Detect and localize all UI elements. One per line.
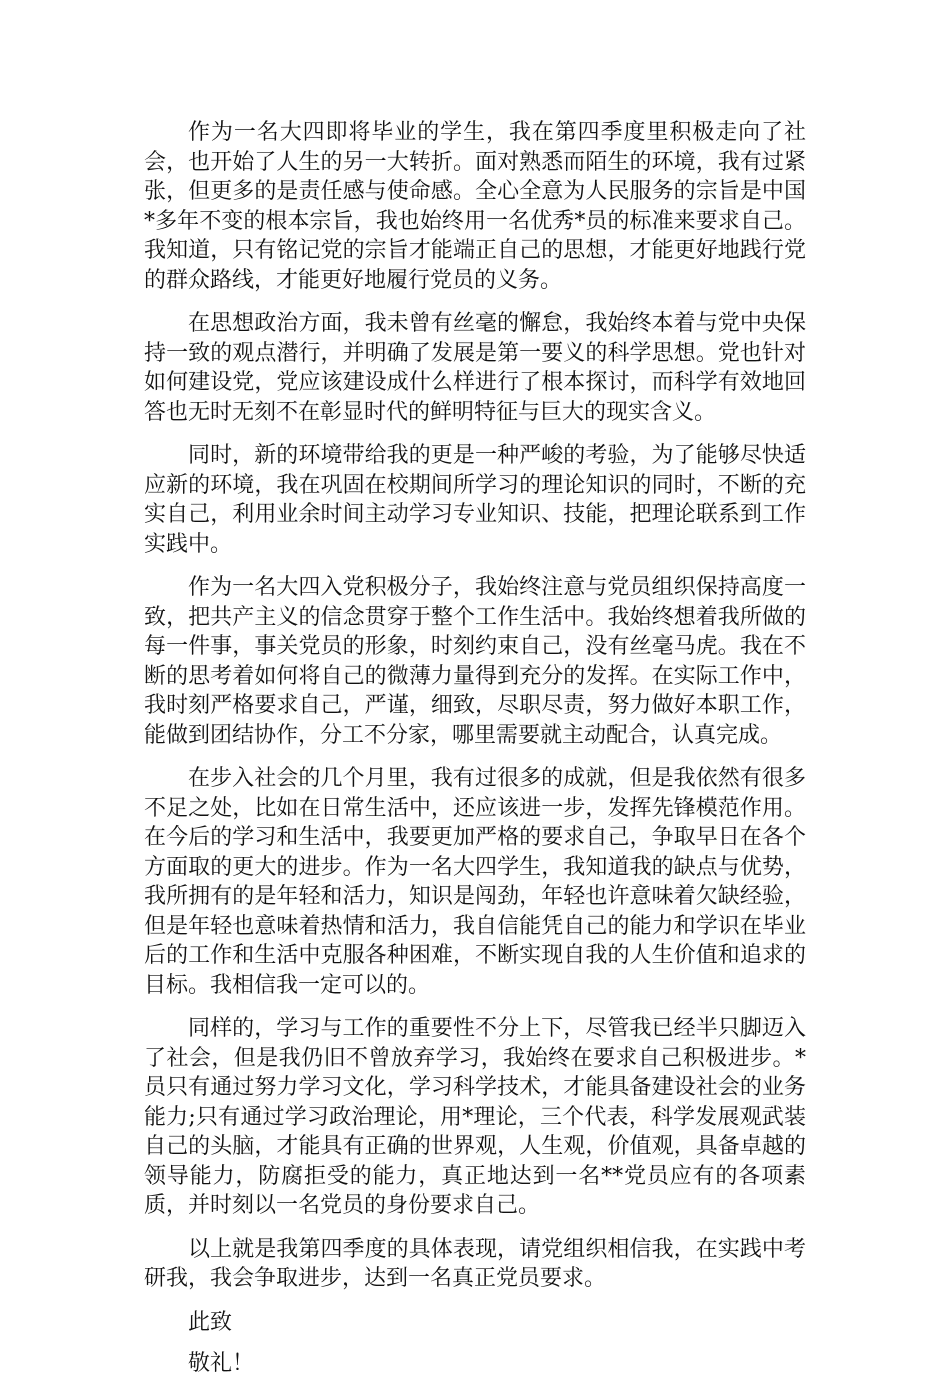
paragraph-2: 在思想政治方面，我未曾有丝毫的懈怠，我始终本着与党中央保持一致的观点潜行，并明确了发展是第一要义的科学思想。党也针对如何建设党，党应该建设成什么样进行了根本探讨，而科学有效地回答也无时无刻不在彰显时代的鲜明特征与巨大的现实含义。 [144,311,806,425]
paragraph-1: 作为一名大四即将毕业的学生，我在第四季度里积极走向了社会，也开始了人生的另一大转折。面对熟悉而陌生的环境，我有过紧张，但更多的是责任感与使命感。全心全意为人民服务的宗旨是中国*多年不变的根本宗旨，我也始终用一名优秀*员的标准来要求自己。我知道，只有铭记党的宗旨才能端正自己的思想，才能更好地践行党的群众路线，才能更好地履行党员的义务。 [144,120,806,293]
paragraph-7: 以上就是我第四季度的具体表现，请党组织相信我，在实践中考研我，我会争取进步，达到一名真正党员要求。 [144,1236,806,1291]
document-body [144,118,806,1391]
paragraph-6: 同样的，学习与工作的重要性不分上下，尽管我已经半只脚迈入了社会，但是我仍旧不曾放弃学习，我始终在要求自己积极进步。*员只有通过努力学习文化，学习科学技术，才能具备建设社会的业务能力;只有通过学习政治理论，用*理论，三个代表，科学发展观武装自己的头脑，才能具有正确的世界观，人生观，价值观，具备卓越的领导能力，防腐拒受的能力，真正地达到一名**党员应有的各项素质，并时刻以一名党员的身份要求自己。 [144,1016,806,1218]
paragraph-3: 同时，新的环境带给我的更是一种严峻的考验，为了能够尽快适应新的环境，我在巩固在校期间所学习的理论知识的同时，不断的充实自己，利用业余时间主动学习专业知识、技能，把理论联系到工作实践中。 [144,443,806,557]
paragraph-5: 在步入社会的几个月里，我有过很多的成就，但是我依然有很多不足之处，比如在日常生活中，还应该进一步，发挥先锋模范作用。在今后的学习和生活中，我要更加严格的要求自己，争取早日在各个方面取的更大的进步。作为一名大四学生，我知道我的缺点与优势，我所拥有的是年轻和活力，知识是闯劲，年轻也许意味着欠缺经验，但是年轻也意味着热情和活力，我自信能凭自己的能力和学识在毕业后的工作和生活中克服各种困难，不断实现自我的人生价值和追求的目标。我相信我一定可以的。 [144,766,806,998]
paragraph-4: 作为一名大四入党积极分子，我始终注意与党员组织保持高度一致，把共产主义的信念贯穿于整个工作生活中。我始终想着我所做的每一件事，事关党员的形象，时刻约束自己，没有丝毫马虎。我在不断的思考着如何将自己的微薄力量得到充分的发挥。在实际工作中，我时刻严格要求自己，严谨，细致，尽职尽责，努力做好本职工作，能做到团结协作，分工不分家，哪里需要就主动配合，认真完成。 [144,575,806,748]
closing-salutation: 此致 [188,1309,233,1335]
closing-regards: 敬礼！ [188,1351,255,1376]
